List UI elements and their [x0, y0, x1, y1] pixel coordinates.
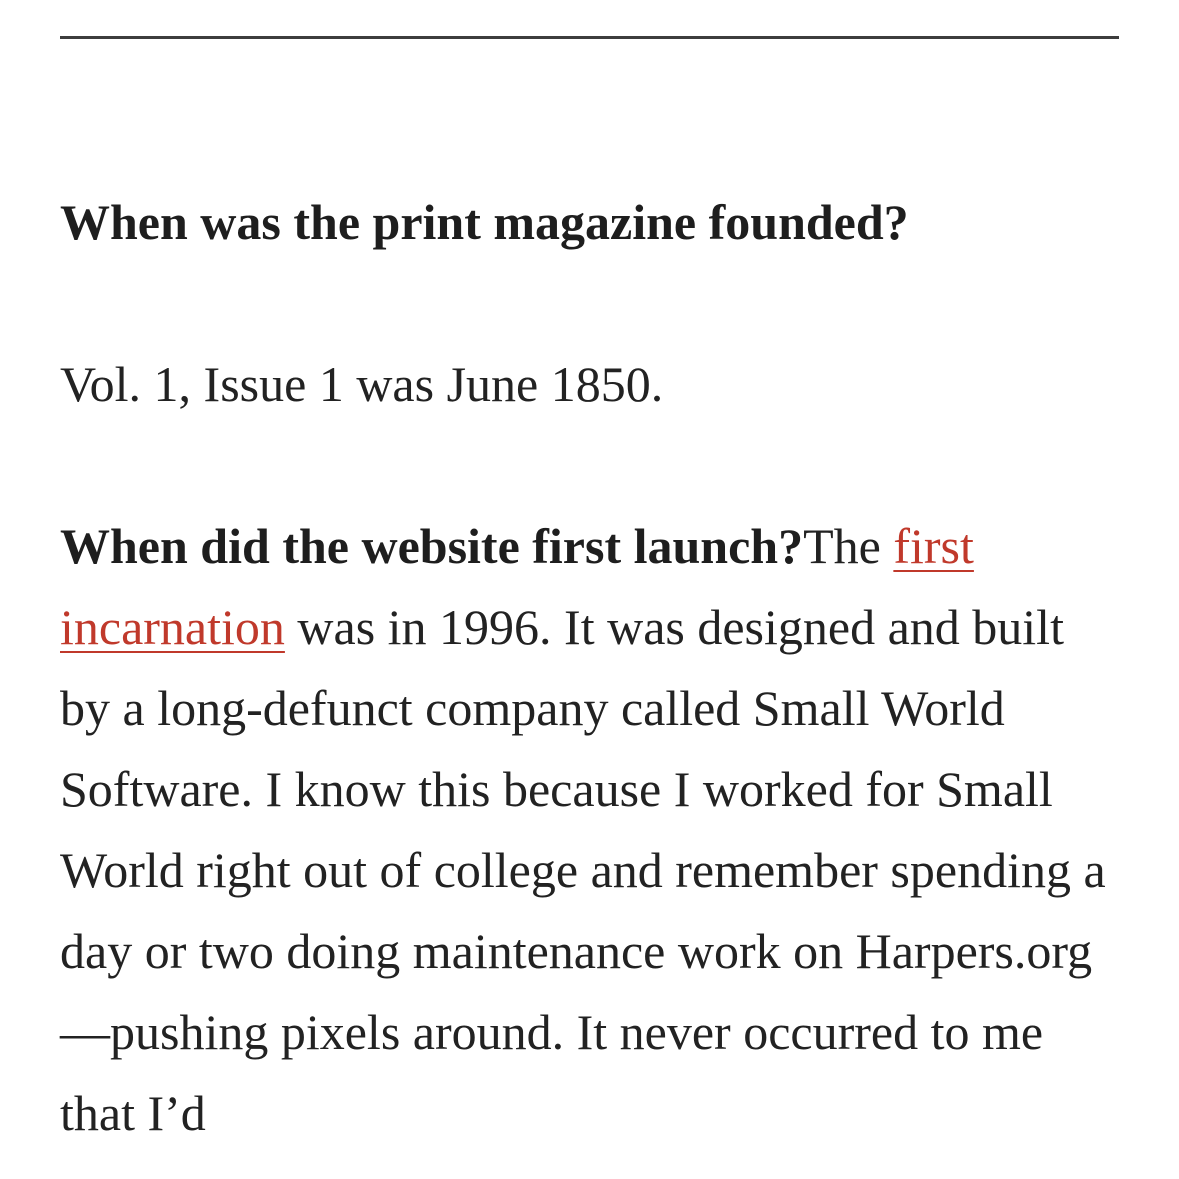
faq-answer-founded: Vol. 1, Issue 1 was June 1850.	[60, 356, 664, 412]
first-incarnation-link[interactable]: first incarnation	[60, 518, 974, 655]
faq-answer-body: was in 1996. It was designed and built by a long-defunct company called Small World Software. I know this because I worked for Small World right out of college and remember spending a day or two doing maintenance work on Harpers.org—pushing pixels around. It never occurred to me that I’d	[60, 599, 1106, 1141]
faq-question-text: When did the website first launch?	[60, 518, 804, 574]
faq-question-text: When was the print magazine founded?	[60, 194, 909, 250]
faq-question-founded	[60, 182, 1119, 263]
top-divider	[60, 36, 1119, 39]
faq-content	[60, 182, 1119, 1154]
faq-answer-lead: The	[803, 518, 894, 574]
faq-item-website-launch	[60, 506, 1119, 1154]
